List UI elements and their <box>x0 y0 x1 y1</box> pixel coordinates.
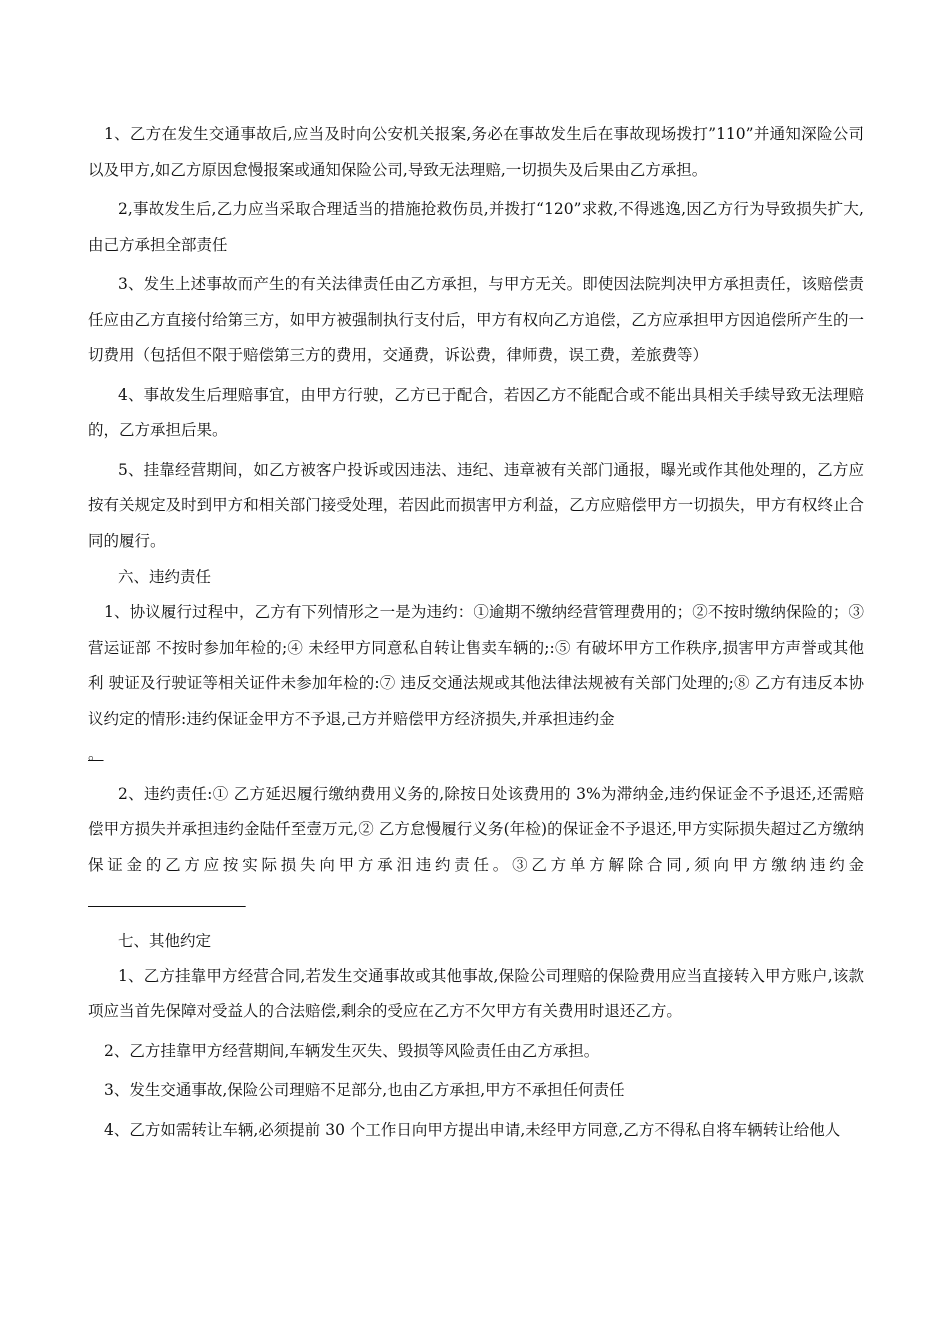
document-body <box>88 117 864 1148</box>
penalty-amount-blank <box>88 891 246 909</box>
clause-5-3-paragraph: 3、发生上述事故而产生的有关法律责任由乙方承担，与甲方无关。即使因法院判决甲方承担责任，该赔偿责任应由乙方直接付给第三方，如甲方被强制执行支付后，甲方有权向乙方追偿，乙方应承担甲方因追偿所产生的一切费用（包括但不限于赔偿第三方的费用，交通费，诉讼费，律师费，误工费，差旅费等） <box>88 275 864 364</box>
clause-7-2-paragraph: 2、乙方挂靠甲方经营期间,车辆发生灭失、毁损等风险责任由乙方承担。 <box>104 1041 600 1060</box>
clause-5-5-paragraph: 5、挂靠经营期间，如乙方被客户投诉或因违法、违纪、违章被有关部门通报，曝光或作其他处理的，乙方应按有关规定及时到甲方和相关部门接受处理，若因此而损害甲方利益，乙方应赔偿甲方一切损失，甲方有权终止合同的履行。 <box>88 460 864 550</box>
section-6-heading: 六、违约责任 <box>118 568 212 586</box>
clause-6-1-tail: 。 <box>88 745 104 763</box>
clause-6-1-paragraph <box>88 595 864 773</box>
clause-6-2-text: 2、违约责任:① 乙方延迟履行缴纳费用义务的,除按日处该费用的 3%为滞纳金,违约保证金不予退还,还需赔偿甲方损失并承担违约金陆仟至壹万元,② 乙方怠慢履行义务(年检)的保证金不予退还,甲方实际损失超过乙方缴纳保证金的乙方应按实际损失向甲方承汨违约责任。③乙方单方解除合同,须向甲方缴纳违约金 <box>88 784 864 874</box>
clause-6-2-paragraph <box>88 777 864 919</box>
clause-5-4-paragraph: 4、事故发生后理赔事宜，由甲方行驶，乙方已于配合，若因乙方不能配合或不能出具相关手续导致无法理赔的，乙方承担后果。 <box>88 385 864 439</box>
clause-6-1-text: 1、协议履行过程中，乙方有下列情形之一是为违约：①逾期不缴纳经营管理费用的；②不按时缴纳保险的；③营运证部 不按时参加年检的;④ 未经甲方同意私自转让售卖车辆的;:⑤ 有破坏甲方工作秩序,损害甲方声誉或其他利 驶证及行驶证等相关证件未参加年检的:⑦ 违反交通法规或其他法律法规被有关部门处理的;⑧ 乙方有违反本协议约定的情形:违约保证金甲方不予退,己方并赔偿甲方经济损失,并承担违约金 <box>88 603 864 728</box>
clause-5-2-paragraph: 2,事故发生后,乙力应当采取合理适当的措施抢救伤员,并拨打“120”求救,不得逃逸,因乙方行为导致损失扩大,由己方承担全部责任 <box>88 200 864 254</box>
clause-7-3-paragraph: 3、发生交通事故,保险公司理赔不足部分,也由乙方承担,甲方不承担任何责任 <box>104 1081 625 1099</box>
section-7-heading: 七、其他约定 <box>118 931 212 950</box>
clause-5-1-paragraph: 1、乙方在发生交通事故后,应当及时向公安机关报案,务必在事故发生后在事故现场拨打”110”并通知深险公司以及甲方,如乙方原因怠慢报案或通知保险公司,导致无法理赔,一切损失及后果由乙方承担。 <box>88 125 864 179</box>
clause-7-4-paragraph: 4、乙方如需转让车辆,必须提前 30 个工作日向甲方提出申请,未经甲方同意,乙方不得私自将车辆转让给他人 <box>104 1120 841 1139</box>
clause-7-1-paragraph: 1、乙方挂靠甲方经营合同,若发生交通事故或其他事故,保险公司理赔的保险费用应当直接转入甲方账户,该款项应当首先保障对受益人的合法赔偿,剩余的受应在乙方不欠甲方有关费用时退还乙方。 <box>88 966 864 1020</box>
